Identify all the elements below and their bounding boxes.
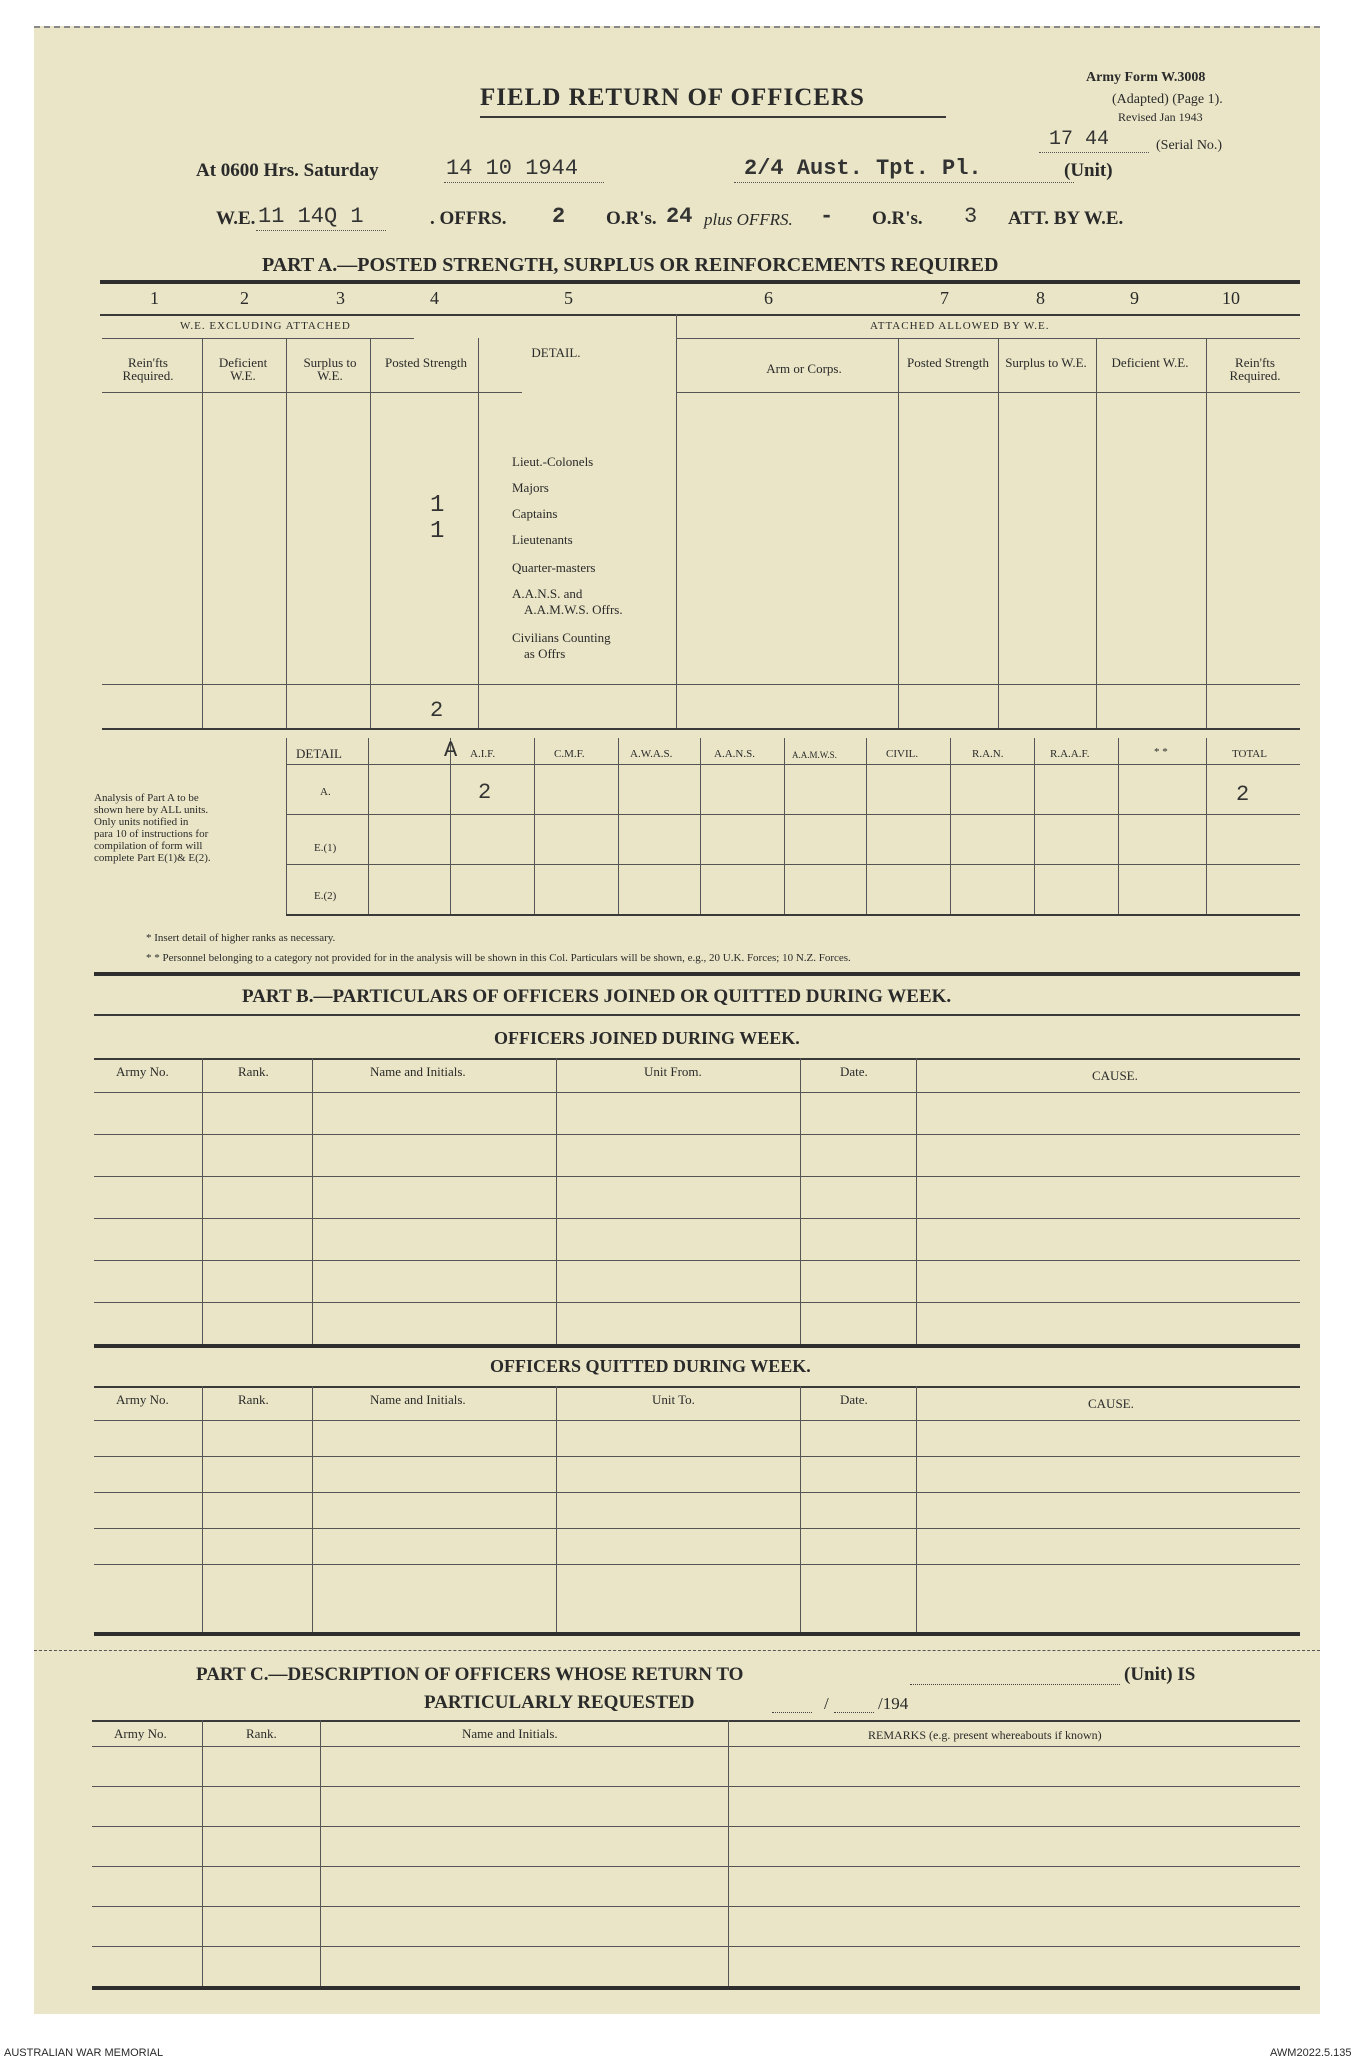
part-a-title: PART A.—POSTED STRENGTH, SURPLUS OR REINFORCEMENTS REQUIRED [262, 254, 999, 276]
total-a-value: 2 [1236, 782, 1250, 807]
part-a-vline-5 [676, 314, 677, 728]
ors-value: 24 [666, 204, 693, 229]
adapted-note: (Adapted) (Page 1). [1112, 92, 1223, 107]
we-label: W.E. [216, 208, 256, 229]
part-a-total-rule [102, 684, 1300, 685]
quitted-bottom-rule [94, 1632, 1300, 1636]
part-c-vline-1 [202, 1720, 203, 1986]
col3-head: Surplus to W.E. [303, 355, 357, 383]
revised-note: Revised Jan 1943 [1118, 110, 1203, 124]
col10-head: Rein'fts Required. [1229, 355, 1281, 383]
col-number-8: 8 [1036, 288, 1045, 308]
analysis-note-line: Only units notified in [94, 816, 189, 828]
part-a-vline-1 [202, 338, 203, 728]
part-a-vline-8 [1096, 338, 1097, 728]
part-a-vline-9 [1206, 338, 1207, 728]
col-number-7: 7 [940, 288, 949, 308]
attached-allowed: ATTACHED ALLOWED BY W.E. [870, 320, 1050, 332]
footer-right: AWM2022.5.135 [1270, 2047, 1352, 2059]
offrs-value: 2 [552, 204, 566, 229]
army-form-number: Army Form W.3008 [1086, 70, 1206, 85]
part-c-unit-blank[interactable] [910, 1684, 1120, 1685]
analysis-row-e1: E.(1) [314, 842, 337, 854]
unit-underline [734, 182, 1074, 183]
part-c-col-name: Name and Initials. [462, 1726, 558, 1741]
we-excluding-attached: W.E. EXCLUDING ATTACHED [180, 320, 351, 332]
quitted-col-unit-to: Unit To. [652, 1392, 695, 1407]
captains-posted-value: 1 [430, 492, 445, 519]
return-date: 14 10 1944 [446, 156, 579, 181]
quitted-vline-5 [916, 1386, 917, 1632]
quitted-title: OFFICERS QUITTED DURING WEEK. [490, 1356, 811, 1376]
part-c-row-rule [92, 1746, 1300, 1747]
joined-col-name: Name and Initials. [370, 1064, 466, 1079]
ors2-label: O.R's. [872, 208, 923, 229]
quitted-row-rule [94, 1528, 1300, 1529]
quitted-vline-2 [312, 1386, 313, 1632]
lieutenants-posted-value: 1 [430, 518, 445, 545]
quitted-vline-4 [800, 1386, 801, 1632]
quitted-col-army-no: Army No. [116, 1392, 169, 1407]
analysis-row-e1-rule [286, 864, 1300, 865]
part-a-top-rule [100, 280, 1300, 284]
ors-label: O.R's. [606, 208, 657, 229]
plus-offrs-label: plus OFFRS. [704, 210, 793, 229]
footnote-1: * Insert detail of higher ranks as necessary. [146, 932, 336, 944]
joined-vline-4 [800, 1058, 801, 1344]
sub-head-rule-left [102, 392, 522, 393]
analysis-col-aif: A.I.F. [470, 748, 496, 760]
analysis-col-aans: A.A.N.S. [714, 748, 755, 760]
col-number-rule [100, 314, 1300, 316]
analysis-row-e2: E.(2) [314, 890, 337, 902]
analysis-vline-8 [950, 738, 951, 914]
analysis-col-other: * * [1154, 746, 1168, 758]
rank-aamws: A.A.M.W.S. Offrs. [524, 602, 623, 617]
part-c-row-rule [92, 1906, 1300, 1907]
joined-row-rule [94, 1218, 1300, 1219]
part-c-row-rule [92, 1866, 1300, 1867]
analysis-col-total: TOTAL [1232, 748, 1267, 760]
quitted-row-rule [94, 1492, 1300, 1493]
joined-vline-3 [556, 1058, 557, 1344]
quitted-row-rule [94, 1564, 1300, 1565]
col8-head: Surplus to W.E. [1005, 355, 1087, 370]
part-a-bottom-rule [102, 728, 1300, 730]
joined-col-rank: Rank. [238, 1064, 269, 1079]
joined-col-date: Date. [840, 1064, 868, 1079]
tear-line [34, 1650, 1320, 1651]
part-a-end-rule [94, 972, 1300, 976]
col-number-6: 6 [764, 288, 773, 308]
part-c-date-slash: / [824, 1694, 829, 1713]
analysis-col-cmf: C.M.F. [554, 748, 585, 760]
analysis-vline-11 [1206, 738, 1207, 914]
analysis-col-detail: DETAIL [296, 746, 342, 761]
we-excl-rule [102, 338, 414, 339]
analysis-note-line: para 10 of instructions for [94, 828, 209, 840]
joined-col-army-no: Army No. [116, 1064, 169, 1079]
part-c-year: /194 [878, 1694, 909, 1713]
rank-civilians-offrs: as Offrs [524, 646, 566, 661]
form-title: FIELD RETURN OF OFFICERS [480, 84, 865, 111]
quitted-vline-1 [202, 1386, 203, 1632]
quitted-col-cause: CAUSE. [1088, 1396, 1134, 1411]
part-c-title-line2: PARTICULARLY REQUESTED [424, 1692, 695, 1713]
date-underline [444, 182, 604, 183]
analysis-col-ran: R.A.N. [972, 748, 1004, 760]
part-b-rule [94, 1014, 1300, 1016]
col2-head: Deficient W.E. [218, 355, 268, 383]
rank-quarter-masters: Quarter-masters [512, 560, 596, 575]
col-number-2: 2 [240, 288, 249, 308]
joined-row-rule [94, 1176, 1300, 1177]
col1-head: Rein'fts Required. [122, 355, 174, 383]
joined-col-cause: CAUSE. [1092, 1068, 1138, 1083]
col-number-10: 10 [1222, 288, 1240, 308]
footer-left: AUSTRALIAN WAR MEMORIAL [4, 2047, 164, 2059]
analysis-note-line: shown here by ALL units. [94, 804, 209, 816]
part-c-vline-2 [320, 1720, 321, 1986]
part-c-col-army-no: Army No. [114, 1726, 167, 1741]
ors2-value: 3 [964, 204, 978, 229]
quitted-row-rule [94, 1456, 1300, 1457]
joined-vline-1 [202, 1058, 203, 1344]
joined-row-rule [94, 1302, 1300, 1303]
analysis-vline-5 [700, 738, 701, 914]
analysis-row-a-rule [286, 814, 1300, 815]
part-a-vline-6 [898, 338, 899, 728]
joined-title: OFFICERS JOINED DURING WEEK. [494, 1028, 800, 1048]
part-c-col-remarks: REMARKS (e.g. present whereabouts if known) [868, 1728, 1102, 1742]
analysis-row-a: A. [320, 786, 331, 798]
joined-vline-2 [312, 1058, 313, 1344]
col7-head: Posted Strength [907, 355, 989, 370]
we-underline [256, 230, 386, 231]
part-a-vline-7 [998, 338, 999, 728]
analysis-note-line: Analysis of Part A to be [94, 792, 199, 804]
rank-lieut-colonels: Lieut.-Colonels [512, 454, 594, 469]
joined-top-rule [94, 1058, 1300, 1060]
joined-row-rule [94, 1260, 1300, 1261]
analysis-note-line: compilation of form will [94, 840, 203, 852]
title-underline [480, 116, 946, 118]
we-number: 11 14Q 1 [258, 204, 364, 229]
analysis-vline-4 [618, 738, 619, 914]
analysis-note [94, 792, 284, 864]
col5-head: DETAIL. [531, 345, 581, 360]
analysis-col-raaf: R.A.A.F. [1050, 748, 1090, 760]
joined-bottom-rule [94, 1344, 1300, 1348]
analysis-vline-1 [368, 738, 369, 914]
part-c-title-b: (Unit) IS [1124, 1664, 1196, 1685]
total-posted-value: 2 [430, 698, 444, 723]
rank-captains: Captains [512, 506, 558, 521]
rank-lieutenants: Lieutenants [512, 532, 573, 547]
analysis-vline-10 [1118, 738, 1119, 914]
col-number-1: 1 [150, 288, 159, 308]
part-c-bottom-rule [92, 1986, 1300, 1990]
analysis-vline-6 [784, 738, 785, 914]
offrs-label: . OFFRS. [430, 208, 507, 229]
part-c-row-rule [92, 1826, 1300, 1827]
analysis-vline-3 [534, 738, 535, 914]
quitted-row-rule [94, 1420, 1300, 1421]
form-sheet [34, 26, 1320, 2014]
joined-row-rule [94, 1134, 1300, 1135]
analysis-vline-2 [450, 738, 451, 914]
quitted-col-name: Name and Initials. [370, 1392, 466, 1407]
joined-vline-5 [916, 1058, 917, 1344]
part-a-vline-3 [370, 338, 371, 728]
col-number-4: 4 [430, 288, 439, 308]
unit-name: 2/4 Aust. Tpt. Pl. [744, 156, 982, 181]
unit-label: (Unit) [1064, 160, 1113, 181]
analysis-vline-0 [286, 738, 287, 914]
part-c-vline-3 [728, 1720, 729, 1986]
col-number-3: 3 [336, 288, 345, 308]
quitted-col-rank: Rank. [238, 1392, 269, 1407]
analysis-col-civil: CIVIL. [886, 748, 919, 760]
part-c-col-rank: Rank. [246, 1726, 277, 1741]
col-number-5: 5 [564, 288, 573, 308]
part-c-title-a: PART C.—DESCRIPTION OF OFFICERS WHOSE RETURN TO [196, 1664, 744, 1685]
part-a-vline-2 [286, 338, 287, 728]
quitted-top-rule [94, 1386, 1300, 1388]
at-time-label: At 0600 Hrs. Saturday [196, 160, 379, 181]
rank-civilians: Civilians Counting [512, 630, 611, 645]
rank-majors: Majors [512, 480, 549, 495]
analysis-header-rule [286, 764, 1300, 765]
analysis-note-line: complete Part E(1)& E(2). [94, 852, 211, 864]
col6-head: Arm or Corps. [766, 361, 842, 376]
aif-a-value: 2 [478, 780, 492, 805]
footnote-2: * * Personnel belonging to a category not provided for in the analysis will be shown in this Col. Particulars will be shown, e.g., 20 U.K. Forces; 10 N.Z. Forces. [146, 952, 851, 964]
part-c-top-rule [92, 1720, 1300, 1722]
plus-offrs-value: - [820, 204, 834, 229]
col4-head: Posted Strength [385, 355, 467, 370]
serial-number: 17 44 [1049, 128, 1110, 151]
analysis-bottom-rule [286, 914, 1300, 916]
rank-aans: A.A.N.S. and [512, 586, 583, 601]
part-a-vline-4 [478, 338, 479, 728]
col-number-9: 9 [1130, 288, 1139, 308]
part-c-month-blank[interactable] [834, 1712, 874, 1713]
part-c-row-rule [92, 1786, 1300, 1787]
joined-col-unit-from: Unit From. [644, 1064, 702, 1079]
analysis-col-aamws: A.A.M.W.S. [792, 750, 837, 760]
att-by-we-label: ATT. BY W.E. [1008, 208, 1124, 229]
analysis-vline-9 [1034, 738, 1035, 914]
col9-head: Deficient W.E. [1111, 355, 1189, 370]
quitted-col-date: Date. [840, 1392, 868, 1407]
part-c-row-rule [92, 1946, 1300, 1947]
part-b-title: PART B.—PARTICULARS OF OFFICERS JOINED OR QUITTED DURING WEEK. [242, 986, 952, 1007]
analysis-col-awas: A.W.A.S. [630, 748, 673, 760]
quitted-vline-3 [556, 1386, 557, 1632]
analysis-vline-7 [866, 738, 867, 914]
joined-row-rule [94, 1092, 1300, 1093]
handwritten-a: A [444, 738, 458, 763]
part-c-day-blank[interactable] [772, 1712, 812, 1713]
serial-underline [1039, 152, 1149, 153]
serial-label: (Serial No.) [1156, 138, 1223, 153]
